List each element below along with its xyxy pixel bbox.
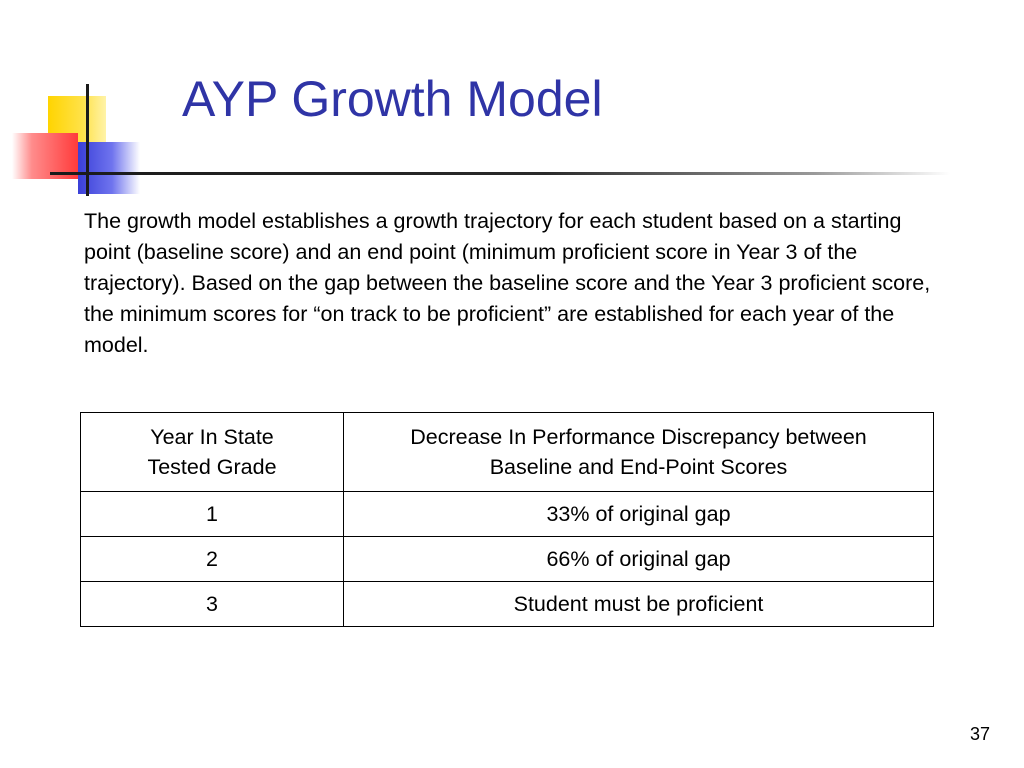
slide-title: AYP Growth Model: [182, 71, 603, 127]
header-decrease-discrepancy: [344, 413, 934, 492]
table-cell-decrease: 33% of original gap: [344, 492, 934, 537]
table-cell-year: 2: [81, 537, 344, 582]
vertical-rule-decoration: [86, 84, 89, 196]
slide-body-text: The growth model establishes a growth trajectory for each student based on a starting point (baseline score) and an end point (minimum proficient score in Year 3 of the trajectory). Based on the gap between the baseline score and the Year 3 proficient score, the minimum scores for “on track to be proficient” are established for each year of the model.: [84, 209, 931, 357]
growth-model-table: [80, 412, 934, 627]
table-row: [81, 582, 934, 627]
header-year-in-state: [81, 413, 344, 492]
table-cell-decrease: 66% of original gap: [344, 537, 934, 582]
table-header-row: [81, 413, 934, 492]
title-underline: [50, 172, 950, 175]
page-number: 37: [969, 724, 990, 744]
table-cell-year: 1: [81, 492, 344, 537]
header-line: Tested Grade: [147, 455, 277, 479]
header-line: Year In State: [150, 425, 274, 449]
decorative-logo: [0, 0, 200, 200]
header-line: Decrease In Performance Discrepancy between: [410, 425, 867, 449]
table-row: [81, 492, 934, 537]
table-row: [81, 537, 934, 582]
table-cell-year: 3: [81, 582, 344, 627]
header-line: Baseline and End-Point Scores: [489, 455, 788, 479]
table-cell-decrease: Student must be proficient: [344, 582, 934, 627]
